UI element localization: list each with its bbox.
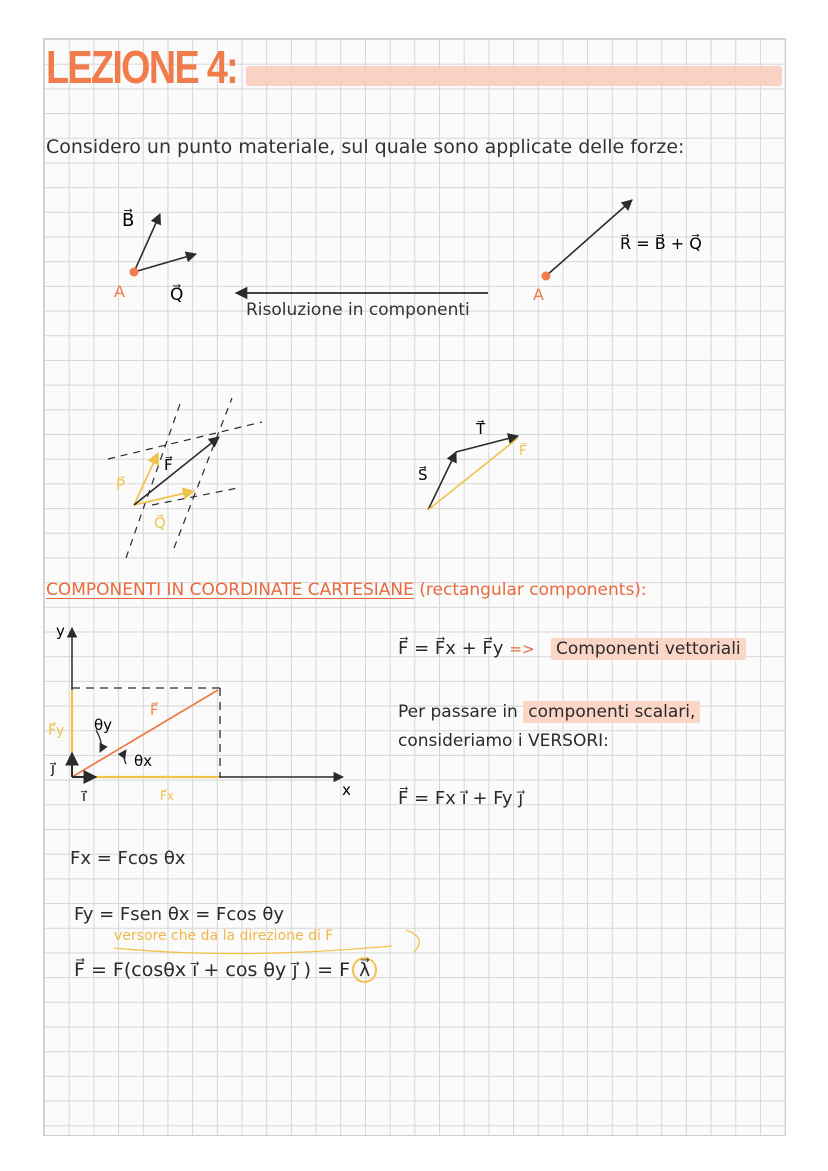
page-title: LEZIONE 4:: [46, 41, 238, 93]
vector-q: [134, 254, 196, 272]
label-x: x: [342, 781, 351, 799]
label-p: P⃗: [116, 476, 126, 494]
label-theta-y: θy: [94, 716, 113, 734]
eq3-main: F⃗ = F(cosθx i⃗ + cos θy j⃗ ) = F: [74, 959, 351, 981]
equation-vector-components: [398, 638, 541, 659]
label-f2: F⃗: [519, 444, 527, 459]
label-t: T⃗: [476, 420, 486, 438]
figure-resultant: [533, 200, 702, 304]
section-title-note: (rectangular components):: [413, 580, 647, 600]
label-theta-x: θx: [134, 752, 153, 770]
label-q2: Q⃗: [154, 514, 166, 532]
componenti-vettoriali-text: Componenti vettoriali: [551, 638, 746, 660]
figure-parallelogram: [108, 398, 262, 558]
intro-text: Considero un punto materiale, sul quale sono applicate delle forze:: [46, 136, 685, 158]
formula-fx: Fx = Fcos θx: [70, 848, 186, 869]
lambda-circled: λ⃗: [352, 957, 377, 983]
versore-pointer: [406, 930, 419, 952]
componenti-vettoriali: [551, 639, 746, 659]
figure-cartesian: [48, 622, 351, 805]
formula-f-lambda: [74, 957, 377, 983]
label-f-cart: F⃗: [150, 703, 159, 719]
eq1-lhs: F⃗ = F⃗x + F⃗y: [398, 638, 504, 659]
section-title: [46, 580, 647, 600]
label-fx: F⃗x: [160, 789, 175, 803]
para-1b: componenti scalari,: [523, 701, 700, 723]
figure-forces-bq: [114, 209, 196, 305]
versore-brace: [114, 946, 392, 954]
label-q: Q⃗: [170, 285, 184, 305]
label-a: A: [114, 282, 125, 301]
vector-b: [134, 214, 160, 272]
versore-note: versore che da la direzione di F: [114, 928, 334, 944]
label-fy: F⃗y: [48, 723, 65, 739]
equation-versori: F⃗ = Fx i⃗ + Fy j⃗: [398, 788, 524, 809]
point-a: [130, 268, 139, 277]
label-a2: A: [533, 285, 544, 304]
label-b: B⃗: [122, 210, 135, 231]
versori-paragraph: [398, 698, 700, 756]
vector-s: [428, 452, 456, 510]
implies-arrow: =>: [509, 640, 535, 658]
vector-f2: [428, 438, 518, 510]
section-title-main: COMPONENTI IN COORDINATE CARTESIANE: [46, 580, 414, 600]
resolution-caption: Risoluzione in componenti: [246, 300, 470, 320]
point-a2: [542, 272, 551, 281]
label-s: S⃗: [418, 466, 428, 484]
para-1a: Per passare in: [398, 702, 524, 722]
label-r: R⃗ = B⃗ + Q⃗: [620, 234, 702, 253]
vector-t: [456, 436, 518, 452]
formula-fy: Fy = Fsen θx = Fcos θy: [74, 904, 285, 925]
arc-theta-x: [124, 750, 126, 764]
para-line-2: consideriamo i VERSORI:: [398, 731, 609, 751]
label-i: i⃗: [82, 789, 86, 805]
label-y: y: [56, 622, 65, 640]
label-j: j⃗: [51, 761, 55, 777]
label-f: F⃗: [164, 456, 173, 474]
para-line-1: [398, 698, 700, 727]
vector-p: [134, 453, 158, 505]
figure-triangle: [418, 419, 527, 510]
